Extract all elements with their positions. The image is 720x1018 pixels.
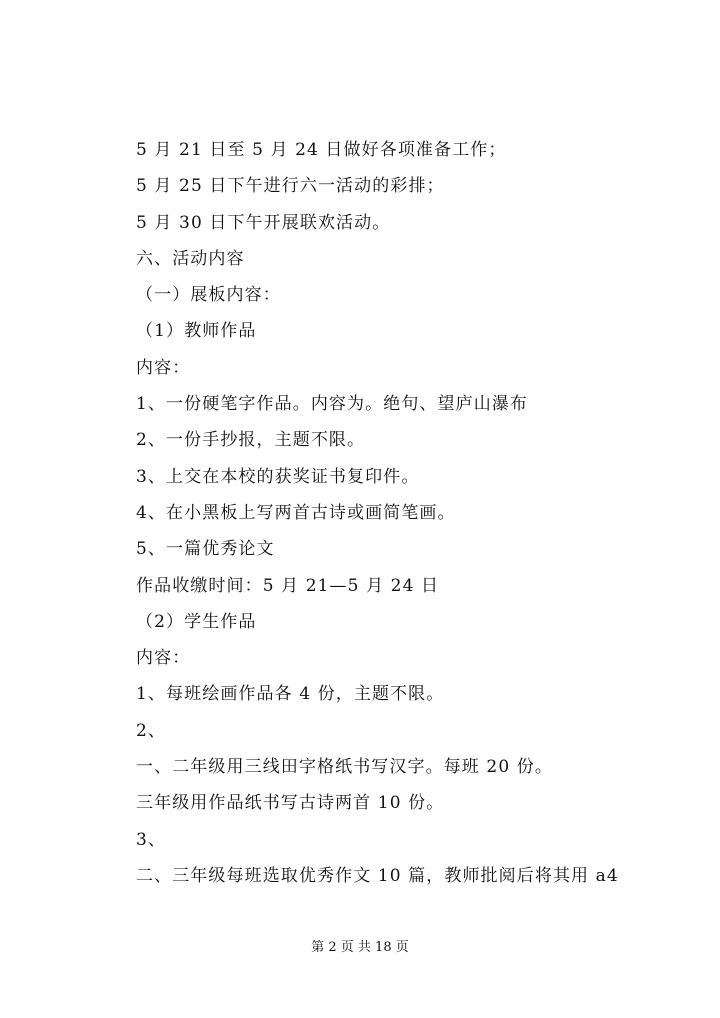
document-body <box>136 132 656 894</box>
section-heading: 六、活动内容 <box>136 248 245 269</box>
text-line: 内容： <box>136 648 191 669</box>
text-line: 5 月 25 日下午进行六一活动的彩排； <box>136 176 445 197</box>
page-number-footer: 第 2 页 共 18 页 <box>311 940 409 955</box>
text-line: 作品收缴时间：5 月 21—5 月 24 日 <box>136 575 440 596</box>
list-item: 2、一份手抄报，主题不限。 <box>136 430 366 451</box>
text-line: 三年级用作品纸书写古诗两首 10 份。 <box>136 793 445 814</box>
text-line: 5 月 21 日至 5 月 24 日做好各项准备工作； <box>136 140 507 160</box>
list-item: 4、在小黑板上写两首古诗或画简笔画。 <box>136 502 456 523</box>
text-line: 内容： <box>136 357 191 378</box>
list-item: 3、 <box>136 829 167 850</box>
text-line: 二、三年级每班选取优秀作文 10 篇，教师批阅后将其用 a4 <box>136 865 619 886</box>
subsection-heading: （2）学生作品 <box>136 611 257 632</box>
list-item: 3、上交在本校的获奖证书复印件。 <box>136 466 420 487</box>
list-item: 5、一篇优秀论文 <box>136 539 275 560</box>
list-item: 1、一份硬笔字作品。内容为。绝句、望庐山瀑布 <box>136 394 529 415</box>
text-line: 5 月 30 日下午开展联欢活动。 <box>136 212 391 233</box>
text-line: 一、二年级用三线田字格纸书写汉字。每班 20 份。 <box>136 757 553 778</box>
list-item: 1、每班绘画作品各 4 份，主题不限。 <box>136 684 445 705</box>
list-item: 2、 <box>136 720 167 741</box>
subsection-heading: （1）教师作品 <box>136 321 257 342</box>
subsection-heading: （一）展板内容： <box>136 285 281 306</box>
